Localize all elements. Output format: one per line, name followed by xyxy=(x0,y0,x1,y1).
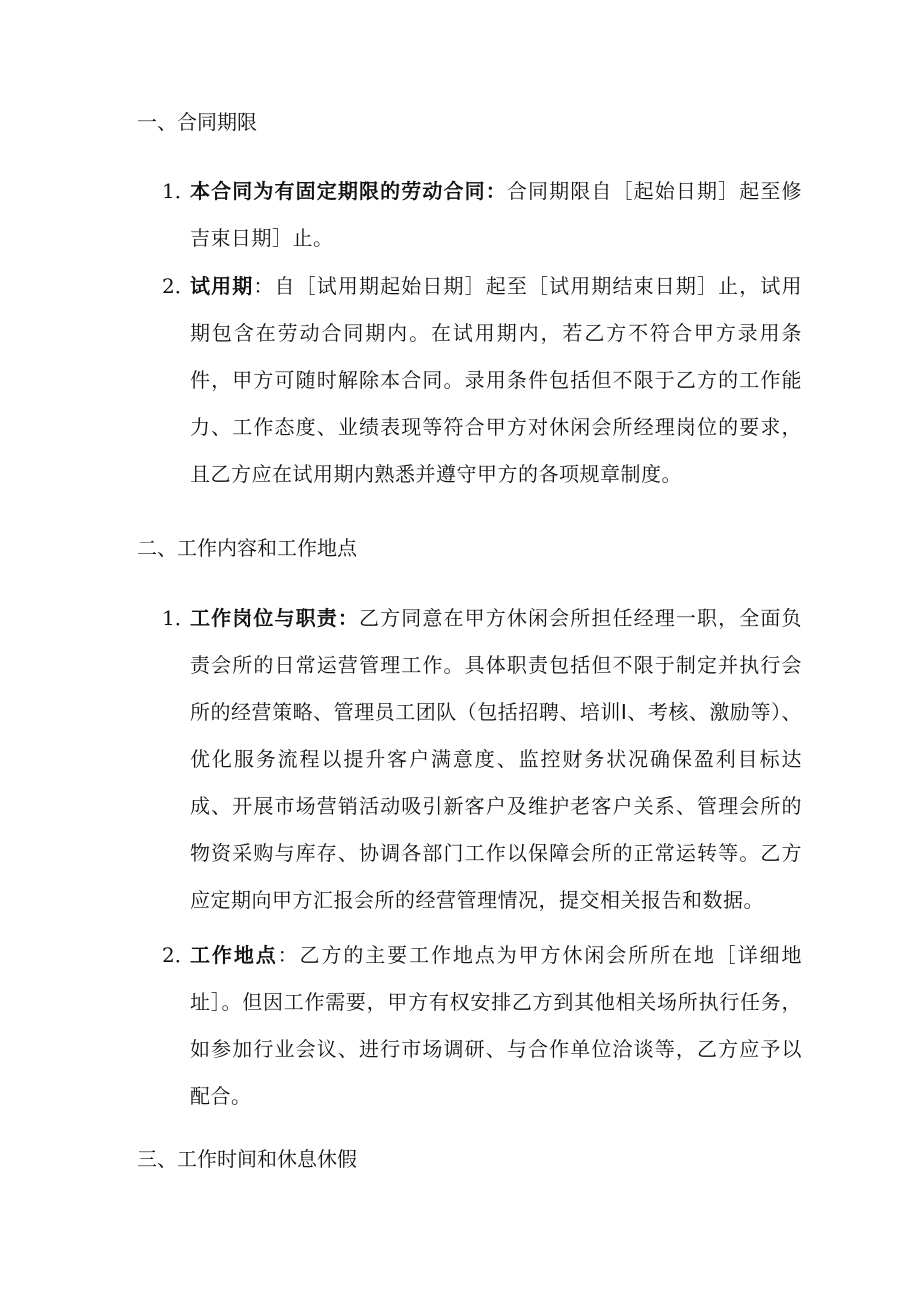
clause-body xyxy=(190,263,802,498)
section-heading-contract-term: 一、合同期限 xyxy=(137,110,257,134)
clause-2-2 xyxy=(162,932,802,1120)
clause-number: 2． xyxy=(162,943,195,967)
clause-1-2 xyxy=(162,263,802,498)
clause-title: 试用期 xyxy=(190,274,254,298)
clause-body xyxy=(190,168,802,262)
clause-number: 1． xyxy=(162,606,195,630)
clause-text: 乙方同意在甲方休闲会所担任经理一职，全面负责会所的日常运营管理工作。具体职责包括但不限于制定并执行会所的经营策略、管理员工团队（包括招聘、培训I、考核、激励等）、优化服务流程以提升客户满意度、监控财务状况确保盈利目标达成、开展市场营销活动吸引新客户及维护老客户关系、管理会所的物资采购与库存、协调各部门工作以保障会所的正常运转等。乙方应定期向甲方汇报会所的经营管理情况，提交相关报告和数据。 xyxy=(190,606,802,912)
clause-body xyxy=(190,595,802,924)
clause-title: 本合同为有固定期限的劳动合同： xyxy=(190,179,507,203)
section-heading-work-content: 二、工作内容和工作地点 xyxy=(137,536,357,560)
clause-text: ：自［试用期起始日期］起至［试用期结束日期］止，试用期包含在劳动合同期内。在试用期内，若乙方不符合甲方录用条件，甲方可随时解除本合同。录用条件包括但不限于乙方的工作能力、工作态度、业绩表现等符合甲方对休闲会所经理岗位的要求，且乙方应在试用期内熟悉并遵守甲方的各项规章制度。 xyxy=(190,274,802,486)
clause-text: 合同期限自［起始日期］起至修吉束日期］止。 xyxy=(190,179,802,250)
clause-text: ：乙方的主要工作地点为甲方休闲会所所在地［详细地址］。但因工作需要，甲方有权安排乙方到其他相关场所执行任务，如参加行业会议、进行市场调研、与合作单位洽谈等，乙方应予以配合。 xyxy=(190,943,803,1108)
section-heading-work-hours: 三、工作时间和休息休假 xyxy=(137,1147,357,1171)
clause-body xyxy=(190,932,802,1120)
clause-title: 工作地点 xyxy=(190,943,278,967)
clause-title: 工作岗位与职责： xyxy=(190,606,359,630)
clause-2-1 xyxy=(162,595,802,924)
clause-1-1 xyxy=(162,168,802,262)
clause-number: 2． xyxy=(162,274,195,298)
clause-number: 1． xyxy=(162,179,195,203)
